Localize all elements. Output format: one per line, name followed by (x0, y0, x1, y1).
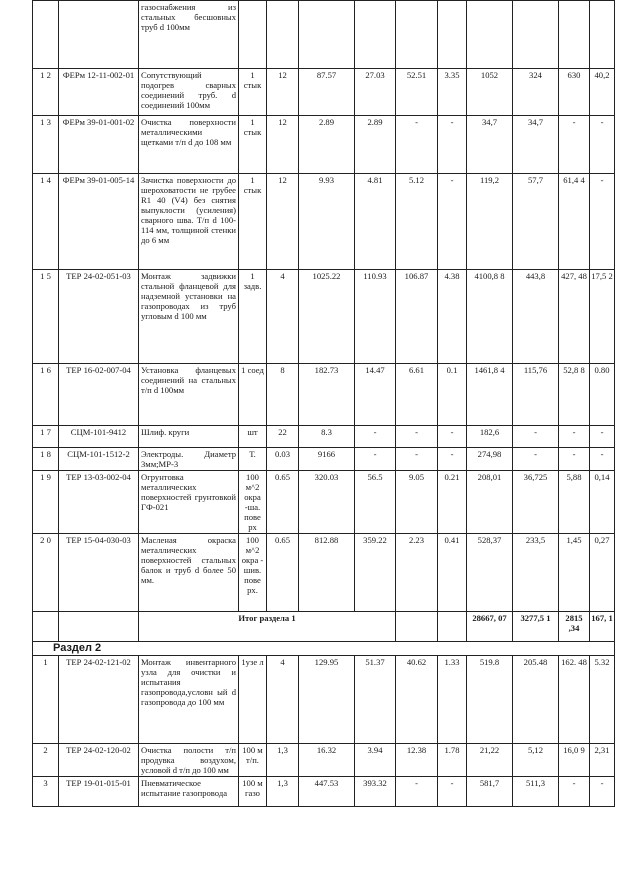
row-number-cell: 1 (33, 656, 59, 744)
total-wages-cell (513, 1, 559, 69)
section-1-body (33, 1, 615, 612)
table-row (33, 364, 615, 426)
row-number-cell: 1 9 (33, 471, 59, 534)
table-row (33, 534, 615, 612)
unit-price-cell: 2.89 (299, 116, 355, 174)
quantity-cell: 12 (267, 69, 299, 116)
unit-machines-cell: 12.38 (396, 744, 438, 777)
total-wages-cell: - (513, 426, 559, 448)
section-2-header-row (33, 642, 615, 656)
total-machines-cell: - (559, 448, 590, 471)
quantity-cell: 1,3 (267, 777, 299, 807)
table-row (33, 116, 615, 174)
unit-price-cell: 129.95 (299, 656, 355, 744)
total-machine-wages-cell (590, 1, 615, 69)
table-row (33, 69, 615, 116)
total-machines-cell: - (559, 426, 590, 448)
unit-cell: 1узе л (239, 656, 267, 744)
work-name-cell: Установка фланцевых соединений на стальных т/п d 100мм (139, 364, 239, 426)
table-row (33, 471, 615, 534)
total-machine-wages-cell: - (590, 174, 615, 270)
total-cost-cell: 119,2 (467, 174, 513, 270)
total-wages-cell: 205.48 (513, 656, 559, 744)
unit-price-cell: 320.03 (299, 471, 355, 534)
unit-price-cell: 8.3 (299, 426, 355, 448)
total-cost-cell: 519.8 (467, 656, 513, 744)
rate-code-cell: ФЕРм 39-01-005-14 (59, 174, 139, 270)
quantity-cell: 0.65 (267, 471, 299, 534)
unit-wages-cell: 359.22 (355, 534, 396, 612)
unit-wages-cell: 14.47 (355, 364, 396, 426)
unit-wages-cell: 110.93 (355, 270, 396, 364)
unit-price-cell: 1025.22 (299, 270, 355, 364)
rate-code-cell: СЦМ-101-1512-2 (59, 448, 139, 471)
total-wages-cell: 443,8 (513, 270, 559, 364)
quantity-cell: 12 (267, 116, 299, 174)
total-wages-cell: 57,7 (513, 174, 559, 270)
total-machine-wages: 167, 1 (590, 612, 615, 642)
total-machines-cell: 52,8 8 (559, 364, 590, 426)
work-name-cell: Масленая окраска металлических поверхностей стальных балок и труб d более 50 мм. (139, 534, 239, 612)
total-machine-wages-cell: 2,31 (590, 744, 615, 777)
quantity-cell: 22 (267, 426, 299, 448)
row-number-cell: 3 (33, 777, 59, 807)
total-machines-cell: 1,45 (559, 534, 590, 612)
total-wages: 3277,5 1 (513, 612, 559, 642)
unit-machine-wages-cell: 0.21 (438, 471, 467, 534)
table-row (33, 270, 615, 364)
total-wages-cell: 115,76 (513, 364, 559, 426)
total-machines-cell: 162. 48 (559, 656, 590, 744)
rate-code-cell: СЦМ-101-9412 (59, 426, 139, 448)
row-number-cell: 1 5 (33, 270, 59, 364)
unit-wages-cell: 51.37 (355, 656, 396, 744)
total-cost-cell (467, 1, 513, 69)
total-cost-cell: 274,98 (467, 448, 513, 471)
unit-machine-wages-cell: - (438, 448, 467, 471)
unit-machines-cell: 106.87 (396, 270, 438, 364)
total-label: Итог раздела 1 (139, 612, 396, 642)
unit-price-cell: 9.93 (299, 174, 355, 270)
unit-machines-cell: 52.51 (396, 69, 438, 116)
unit-price-cell: 87.57 (299, 69, 355, 116)
unit-cell: шт (239, 426, 267, 448)
table-row (33, 1, 615, 69)
row-number-cell: 2 (33, 744, 59, 777)
unit-cell: 1 стык (239, 116, 267, 174)
unit-machines-cell: 9.05 (396, 471, 438, 534)
row-number-cell: 1 6 (33, 364, 59, 426)
rate-code-cell: ТЕР 13-03-002-04 (59, 471, 139, 534)
total-machine-wages-cell: - (590, 426, 615, 448)
unit-price-cell (299, 1, 355, 69)
work-name-cell: Огрунтовка металлических поверхностей грунтовкой ГФ-021 (139, 471, 239, 534)
work-name-cell: Монтаж задвижки стальной фланцевой для надземной установки на газопроводах из труб угловым d 100 мм (139, 270, 239, 364)
unit-machine-wages-cell: - (438, 116, 467, 174)
total-cost-cell: 34,7 (467, 116, 513, 174)
total-machine-wages-cell: 40,2 (590, 69, 615, 116)
unit-machine-wages-cell: 3.35 (438, 69, 467, 116)
quantity-cell (267, 1, 299, 69)
unit-price-cell: 812.88 (299, 534, 355, 612)
total-machine-wages-cell: 0,14 (590, 471, 615, 534)
rate-code-cell: ТЕР 24-02-120-02 (59, 744, 139, 777)
quantity-cell: 4 (267, 270, 299, 364)
total-cost-cell: 581,7 (467, 777, 513, 807)
total-machine-wages-cell: - (590, 448, 615, 471)
rate-code-cell: ТЕР 15-04-030-03 (59, 534, 139, 612)
unit-cell: 100 м^2 окра - шив. пове рх. (239, 534, 267, 612)
quantity-cell: 0.65 (267, 534, 299, 612)
unit-machine-wages-cell: 0.1 (438, 364, 467, 426)
table-row (33, 426, 615, 448)
total-machine-wages-cell: 0.80 (590, 364, 615, 426)
unit-cell: 100 м^2 окра -ша. пове рх (239, 471, 267, 534)
unit-wages-cell: 393.32 (355, 777, 396, 807)
unit-machines-cell: 2.23 (396, 534, 438, 612)
table-row (33, 174, 615, 270)
row-number-cell (33, 1, 59, 69)
unit-cell: 1 соед (239, 364, 267, 426)
total-wages-cell: 5,12 (513, 744, 559, 777)
total-cost-cell: 208,01 (467, 471, 513, 534)
row-number-cell: 2 0 (33, 534, 59, 612)
work-name-cell: Монтаж инвентарного узла для очистки и испытания газопровода,условн ый d газопровода до 100 мм (139, 656, 239, 744)
work-name-cell: Сопутствующий подогрев сварных соединений труб. d соединений 100мм (139, 69, 239, 116)
unit-wages-cell: 56.5 (355, 471, 396, 534)
quantity-cell: 1,3 (267, 744, 299, 777)
total-machines-cell: 61,4 4 (559, 174, 590, 270)
total-machines-cell: 427, 48 (559, 270, 590, 364)
unit-price-cell: 16.32 (299, 744, 355, 777)
total-machines-cell (559, 1, 590, 69)
unit-machine-wages-cell (438, 1, 467, 69)
unit-machine-wages-cell: 1.33 (438, 656, 467, 744)
estimate-table (32, 0, 615, 807)
unit-wages-cell: 27.03 (355, 69, 396, 116)
unit-wages-cell: 3.94 (355, 744, 396, 777)
total-machine-wages-cell: 17,5 2 (590, 270, 615, 364)
work-name-cell: Шлиф. круги (139, 426, 239, 448)
total-wages-cell: 34,7 (513, 116, 559, 174)
total-machine-wages-cell: 5.32 (590, 656, 615, 744)
table-row (33, 744, 615, 777)
total-cost-cell: 528,37 (467, 534, 513, 612)
work-name-cell: Очистка поверхности металлическими щетками т/п d до 108 мм (139, 116, 239, 174)
unit-price-cell: 182.73 (299, 364, 355, 426)
rate-code-cell: ТЕР 24-02-121-02 (59, 656, 139, 744)
section-2-body (33, 656, 615, 807)
unit-machines-cell: - (396, 426, 438, 448)
table-row (33, 448, 615, 471)
table-row (33, 656, 615, 744)
row-number-cell: 1 8 (33, 448, 59, 471)
unit-machines-cell (396, 1, 438, 69)
total-wages-cell: 36,725 (513, 471, 559, 534)
unit-price-cell: 9166 (299, 448, 355, 471)
unit-cell: 1 стык (239, 174, 267, 270)
total-machine-wages-cell: - (590, 777, 615, 807)
row-number-cell: 1 4 (33, 174, 59, 270)
unit-cell: 1 задв. (239, 270, 267, 364)
quantity-cell: 4 (267, 656, 299, 744)
estimate-sheet (32, 0, 614, 807)
work-name-cell: Зачистка поверхности до шероховатости не грубее R1 40 (V4) без снятия выпуклости (усиления) сварного шва. Т/п d 100-114 мм, толщиной стенки до 6 мм (139, 174, 239, 270)
unit-machine-wages-cell: - (438, 426, 467, 448)
total-machines-cell: 16,0 9 (559, 744, 590, 777)
section-1-total-row (33, 612, 615, 642)
total-machine-wages-cell: - (590, 116, 615, 174)
unit-machine-wages-cell: 4.38 (438, 270, 467, 364)
rate-code-cell: ТЕР 16-02-007-04 (59, 364, 139, 426)
total-cost-cell: 182,6 (467, 426, 513, 448)
total-wages-cell: 511,3 (513, 777, 559, 807)
total-cost-cell: 1052 (467, 69, 513, 116)
unit-machine-wages-cell: 0.41 (438, 534, 467, 612)
row-number-cell: 1 7 (33, 426, 59, 448)
unit-cell: Т. (239, 448, 267, 471)
total-wages-cell: 233,5 (513, 534, 559, 612)
total-wages-cell: - (513, 448, 559, 471)
total-cost-cell: 21,22 (467, 744, 513, 777)
unit-machines-cell: - (396, 777, 438, 807)
table-row (33, 777, 615, 807)
quantity-cell: 8 (267, 364, 299, 426)
total-sum: 28667, 07 (467, 612, 513, 642)
work-name-cell: Электроды. Диаметр 3мм;МР-3 (139, 448, 239, 471)
unit-machines-cell: - (396, 448, 438, 471)
quantity-cell: 12 (267, 174, 299, 270)
total-wages-cell: 324 (513, 69, 559, 116)
total-machines-cell: 5,88 (559, 471, 590, 534)
total-machines-cell: - (559, 116, 590, 174)
unit-wages-cell: 4.81 (355, 174, 396, 270)
unit-wages-cell: - (355, 426, 396, 448)
total-machine-wages-cell: 0,27 (590, 534, 615, 612)
row-number-cell: 1 2 (33, 69, 59, 116)
unit-cell: 1 стык (239, 69, 267, 116)
total-machines-cell: - (559, 777, 590, 807)
unit-cell: 100 м т/п. (239, 744, 267, 777)
rate-code-cell (59, 1, 139, 69)
unit-wages-cell (355, 1, 396, 69)
unit-machines-cell: 6.61 (396, 364, 438, 426)
rate-code-cell: ТЕР 24-02-051-03 (59, 270, 139, 364)
total-cost-cell: 1461,8 4 (467, 364, 513, 426)
unit-cell (239, 1, 267, 69)
total-cost-cell: 4100,8 8 (467, 270, 513, 364)
unit-machines-cell: 40.62 (396, 656, 438, 744)
total-machines: 2815 ,34 (559, 612, 590, 642)
unit-machine-wages-cell: - (438, 777, 467, 807)
section-2-title: Раздел 2 (33, 642, 615, 656)
unit-wages-cell: - (355, 448, 396, 471)
unit-cell: 100 м газо (239, 777, 267, 807)
unit-machines-cell: 5.12 (396, 174, 438, 270)
unit-wages-cell: 2.89 (355, 116, 396, 174)
quantity-cell: 0.03 (267, 448, 299, 471)
rate-code-cell: ФЕРм 12-11-002-01 (59, 69, 139, 116)
unit-machine-wages-cell: 1.78 (438, 744, 467, 777)
work-name-cell: Пневматическое испытание газопровода (139, 777, 239, 807)
unit-price-cell: 447.53 (299, 777, 355, 807)
rate-code-cell: ТЕР 19-01-015-01 (59, 777, 139, 807)
total-machines-cell: 630 (559, 69, 590, 116)
work-name-cell: Очистка полости т/п продувка воздухом, условой d т/п до 100 мм (139, 744, 239, 777)
unit-machines-cell: - (396, 116, 438, 174)
work-name-cell: газоснабжения из стальных бесшовных труб d 100мм (139, 1, 239, 69)
rate-code-cell: ФЕРм 39-01-001-02 (59, 116, 139, 174)
row-number-cell: 1 3 (33, 116, 59, 174)
unit-machine-wages-cell: - (438, 174, 467, 270)
